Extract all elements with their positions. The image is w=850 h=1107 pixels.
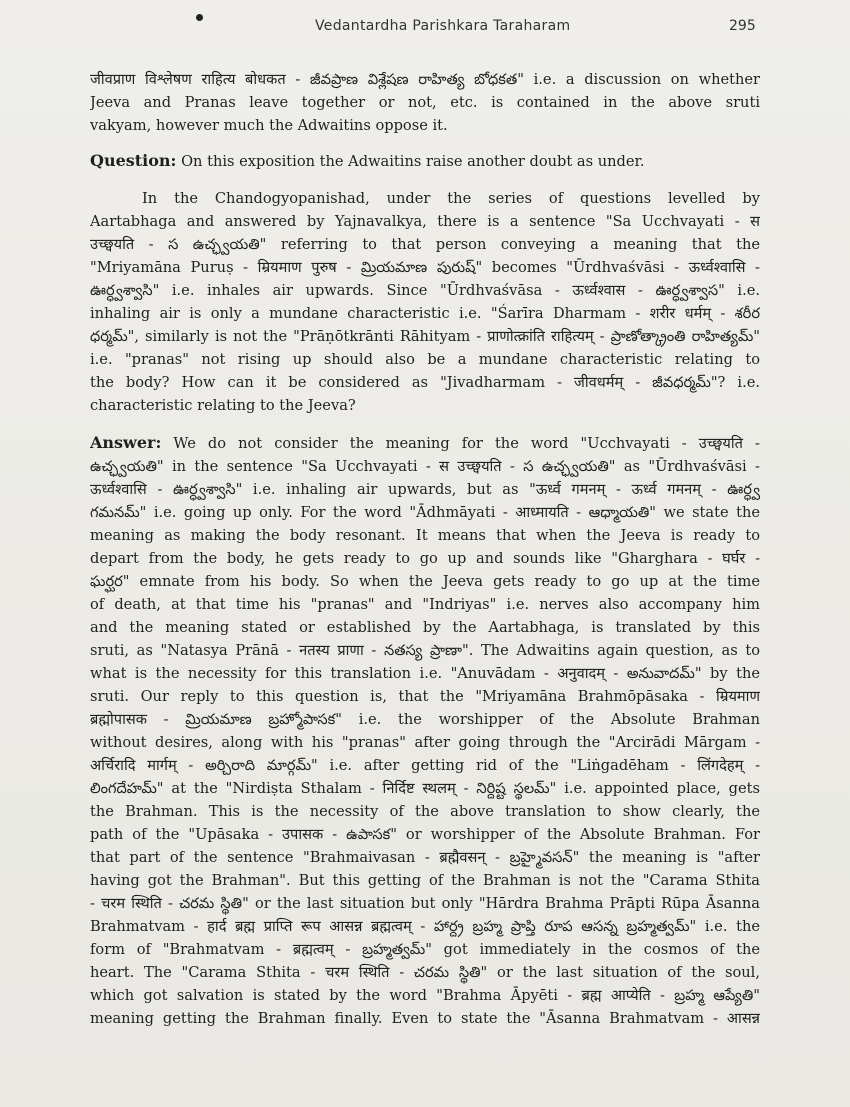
page-body (90, 68, 760, 1030)
text-line: what is the necessity for this translation i.e. "Anuvādam - अनुवादम् - అనువాదమ్" by the (90, 665, 760, 682)
text-line: sruti. Our reply to this question is, that the "Mriyamāna Brahmōpāsaka - म्रियमाण (90, 688, 760, 705)
text-line: inhaling air is only a mundane characteristic i.e. "Śarīra Dharmam - शरीर धर्मम् - శరీర (90, 305, 760, 322)
paragraph-intro (90, 68, 760, 137)
text-line: उच्छ्वयति - స ఉచ్ఛ్వయతి" referring to that person conveying a meaning that the (90, 236, 760, 253)
text-line: form of "Brahmatvam - ब्रह्मत्वम् - బ్రహ్మత్వమ్" got immediately in the cosmos of the (90, 941, 760, 958)
text-line: meaning getting the Brahman finally. Even to state the "Āsanna Brahmatvam - आसन्न (90, 1010, 760, 1027)
text-line: without desires, along with his "pranas" after going through the "Arcirādi Mārgam - (90, 734, 760, 751)
text-line: - चरम स्थिति - చరమ స్థితి" or the last situation but only "Hārdra Brahma Prāpti Rūpa Āsanna (90, 895, 760, 912)
text-line: heart. The "Carama Sthita - चरम स्थिति - చరమ స్థితి" or the last situation of the soul, (90, 964, 760, 981)
text-line: గమనమ్" i.e. going up only. For the word "Ādhmāyati - आध्मायति - ఆధ్మాయతి" we state the (90, 504, 760, 521)
text-line: In the Chandogyopanishad, under the series of questions levelled by (142, 190, 760, 207)
text-line (90, 431, 760, 455)
text-line: depart from the body, he gets ready to go up and sounds like "Gharghara - घर्घर - (90, 550, 760, 567)
text-line: अर्चिरादि मार्गम् - అర్చిరాది మార్గమ్" i.e. after getting rid of the "Liṅgadēham - लिंगदेहम् - (90, 757, 760, 774)
text-line: meaning as making the body resonant. It means that when the Jeeva is ready to (90, 527, 760, 544)
text-line: of death, at that time his "pranas" and "Indriyas" i.e. nerves also accompany him (90, 596, 760, 613)
running-head: Vedantardha Parishkara Taraharam (315, 18, 571, 34)
text-line: sruti, as "Natasya Prānā - नतस्य प्राणा - నతస్య ప్రాణా". The Adwaitins again question, as to (90, 642, 760, 659)
paragraph-answer (90, 431, 760, 1030)
text-line: that part of the sentence "Brahmaivasan - ब्रह्मैवसन् - బ్రహ్మైవసన్" the meaning is "after (90, 849, 760, 866)
text-line: the Brahman. This is the necessity of the above translation to show clearly, the (90, 803, 760, 820)
text-line: ऊर्ध्वश्वासि - ఊర్ధ్వశ్వాసి" i.e. inhaling air upwards, but as "ऊर्ध्व गमनम् - ऊर्ध्व गमनम् - ఊర్ధ్వ (90, 481, 760, 498)
text-line: which got salvation is stated by the word "Brahma Āpyēti - ब्रह्म आप्येति - బ్రహ్మ ఆప్యేతి" (90, 987, 760, 1004)
paragraph-question (90, 149, 760, 173)
text-line: vakyam, however much the Adwaitins oppose it. (90, 117, 448, 134)
text-line: characteristic relating to the Jeeva? (90, 397, 356, 414)
question-text: On this exposition the Adwaitins raise another doubt as under. (176, 153, 645, 170)
text-line: Aartabhaga and answered by Yajnavalkya, there is a sentence "Sa Ucchvayati - स (90, 213, 760, 230)
text-line: Jeeva and Pranas leave together or not, etc. is contained in the above sruti (90, 94, 760, 111)
text-line (90, 149, 760, 173)
text-line: path of the "Upāsaka - उपासक - ఉపాసక" or worshipper of the Absolute Brahman. For (90, 826, 760, 843)
paragraph-chandogya (90, 187, 760, 417)
answer-label: Answer: (90, 433, 162, 452)
text-line: లింగదేహమ్" at the "Nirdiṣta Sthalam - निर्दिष्ट स्थलम् - నిర్దిష్ట స్థలమ్" i.e. appointed place, gets (90, 780, 760, 797)
text-line: having got the Brahman". But this getting of the Brahman is not the "Carama Sthita (90, 872, 760, 889)
text-line: ఉచ్ఛ్వయతి" in the sentence "Sa Ucchvayati - स उच्छ्वयति - స ఉచ్ఛ్వయతి" as "Ūrdhvaśvāsi - (90, 458, 760, 475)
text-line: i.e. "pranas" not rising up should also be a mundane characteristic relating to (90, 351, 760, 368)
text-line: and the meaning stated or established by the Aartabhaga, is translated by this (90, 619, 760, 636)
text-line: ब्रह्मोपासक - మ్రియమాణ బ్రహ్మోపాసక" i.e. the worshipper of the Absolute Brahman (90, 711, 760, 728)
text-line: the body? How can it be considered as "Jivadharmam - जीवधर्मम् - జీవధర్మమ్"? i.e. (90, 374, 760, 391)
text-line: ధర్మమ్", similarly is not the "Prāṇōtkrānti Rāhityam - प्राणोत्क्रांति राहित्यम् - ప్రాణోత్క్రాంతి రాహిత్యమ్" (90, 328, 760, 345)
answer-text: We do not consider the meaning for the word "Ucchvayati - उच्छ्वयति - (161, 435, 760, 452)
question-label: Question: (90, 151, 177, 170)
text-line: Brahmatvam - हार्द ब्रह्म प्राप्ति रूप आसन्न ब्रह्मत्वम् - హార్ద్ర బ్రహ్మ ప్రాప్తి రూప ఆసన్న బ్రహ్మత్వమ్" i.e. the (90, 918, 760, 935)
text-line: "Mriyamāna Puruṣ - म्रियमाण पुरुष - మ్రియమాణ పురుష్" becomes "Ūrdhvaśvāsi - ऊर्ध्वश्वासि - (90, 259, 760, 276)
text-line: जीवप्राण विश्लेषण राहित्य बोधकत - జీవప్రాణ విశ్లేషణ రాహిత్య బోధకత" i.e. a discussion on whether (90, 71, 760, 88)
bullet-mark (196, 14, 203, 21)
text-line: ఊర్ధ్వశ్వాసి" i.e. inhales air upwards. Since "Ūrdhvaśvāsa - ऊर्ध्वश्वास - ఊర్ధ్వశ్వాస" i.e. (90, 282, 760, 299)
text-line: ఘర్ఘర" emnate from his body. So when the Jeeva gets ready to go up at the time (90, 573, 760, 590)
page-number: 295 (729, 18, 756, 34)
